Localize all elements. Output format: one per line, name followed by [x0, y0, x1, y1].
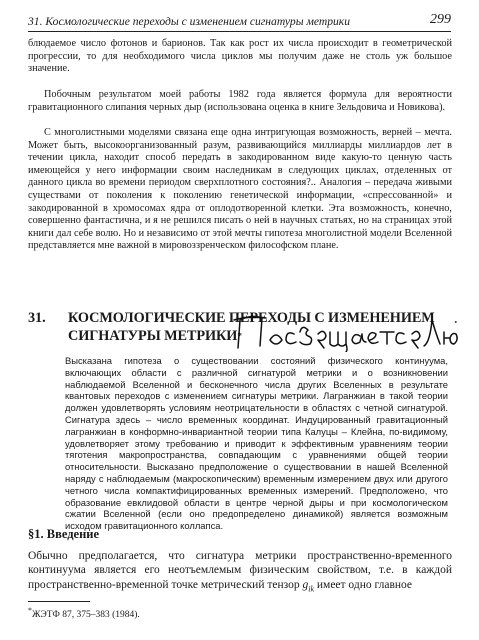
abstract: Высказана гипотеза о существовании состояний физического континуума, включающих области с различной сигнатурой метрики и о возникновении наблюдаемой Вселенной и бесконечного числа других Вселенных в результате квантовых переходов с изменением сигнатуры метрики. Лагранжиан в такой теории должен удовлетворять условиям неотрицательности в областях с четной сигнатурой. Сигнатура здесь – число временных координат. Индуцированный гравитационный лагранжиан в конформно-инвариантной теории типа Калуцы – Клейна, по-видимому, удовлетворяет этому требованию и приводит к эффективным уравнениям теории тяготения макропространства, совпадающим с уравнениями общей теории относительности. Высказано предположение о существовании в нашей Вселенной наряду с наблюдаемым (макроскопическим) временным измерением двух или другого четного числа компактифицированных временных измерений. Предположено, что образование евклидовой области в центре черной дыры и при космологическом сжатии Вселенной (если оно предопределено динамикой) является возможным исходом гравитационного коллапса.	[65, 355, 448, 532]
paragraph-3: С многолистными моделями связана еще одна интригующая возможность, верней – мечта. Может быть, высокоорганизованный разум, развивающийся миллиарды миллиардов лет в течении цикла, находит способ передать в закодированном виде какую-то ценную часть имеющейся у него информации своим наследникам в следующих циклах, отделенных от данного цикла во времени периодом сверхплотного состояния?.. Аналогия – передача живыми существами от поколения к поколению генетической информации, «спрессованной» и закодированной в хромосомах ядра от оплодотворенной клетки. Эта возможность, конечно, совершенно фантастична, и я не решился писать о ней в научных статьях, но на страницах этой книги дал себе волю. Но и независимо от этой мечты гипотеза многолистной модели Вселенной представляется мне важной в мировоззренческом философском плане.	[28, 127, 452, 252]
section-title-line2: СИГНАТУРЫ МЕТРИКИ	[68, 327, 238, 344]
running-title: 31. Космологические переходы с изменением сигнатуры метрики	[28, 15, 351, 28]
footnote	[28, 606, 140, 620]
footnote-rule	[28, 601, 90, 602]
intro-paragraph	[28, 549, 452, 596]
handwritten-dedication	[232, 312, 462, 352]
intro-heading: §1. Введение	[28, 527, 100, 541]
paragraph-1: блюдаемое число фотонов и барионов. Так как рост их числа происходит в геометрической прогрессии, то для необходимого числа циклов мы получим даже не столь уж большое значение.	[28, 38, 452, 75]
footnote-mark: *	[28, 606, 32, 615]
section-number: 31.	[28, 310, 46, 326]
intro-text-1: Обычно предполагается, что сигнатура метрики пространственно-временного континуума является его неотъемлемым физическим свойством, т.е. в каждой пространственно-временной точке метрический тензор	[28, 550, 452, 591]
section-title-line1: КОСМОЛОГИЧЕСКИЕ ПЕРЕХОДЫ С ИЗМЕНЕНИЕМ	[68, 310, 435, 326]
footnote-text: ЖЭТФ 87, 375–383 (1984).	[31, 610, 140, 621]
header-rule	[28, 31, 451, 32]
metric-tensor-subscript: ik	[308, 583, 315, 593]
section-footnote-mark: *	[237, 330, 242, 341]
metric-tensor-symbol: g	[302, 578, 309, 591]
running-head	[28, 12, 451, 30]
page-number: 299	[430, 12, 451, 27]
paragraph-2: Побочным результатом моей работы 1982 года является формула для вероятности гравитационного слипания черных дыр (использована оценка в книге Зельдовича и Новикова).	[28, 89, 452, 113]
intro-text-2: имеет одно главное	[314, 578, 413, 591]
